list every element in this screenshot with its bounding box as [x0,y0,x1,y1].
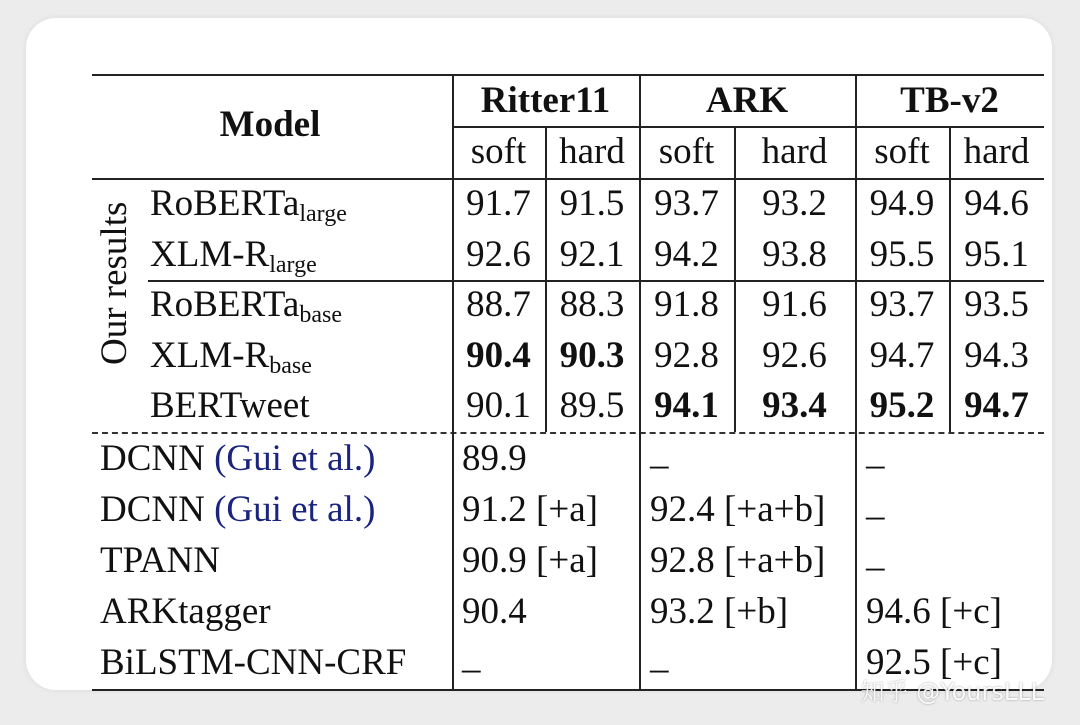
model-name-text: RoBERTa [150,183,300,224]
subheader-soft-0: soft [470,131,527,172]
score-cell: 92.6 [762,335,827,376]
baseline-name-text: DCNN [100,489,215,530]
missing-value: – [866,495,885,536]
baseline-name [100,593,271,630]
baseline-score: 89.9 [462,438,527,479]
baseline-name [100,542,220,579]
score-cell: 92.6 [466,234,531,275]
baseline-name [100,644,406,681]
table-card [26,18,1052,690]
score-cell: 94.7 [869,335,935,376]
model-name [150,337,312,378]
model-name-text: BERTweet [150,385,310,426]
score-cell: 94.7 [964,385,1029,426]
group-header-tb-v2: TB-v2 [900,80,999,121]
score-cell: 88.7 [466,284,531,325]
baseline-score: 90.4 [462,591,527,632]
score-cell: 94.3 [964,335,1029,376]
score-cell: 93.8 [762,234,827,275]
baseline-name-text: BiLSTM-CNN-CRF [100,642,407,683]
model-size-subscript: large [299,201,347,227]
model-size-subscript: base [299,302,343,328]
score-cell: 90.3 [559,335,625,376]
missing-value: – [650,648,669,689]
missing-value: – [866,444,885,485]
citation-link[interactable]: (Gui et al.) [214,489,376,530]
missing-value: – [650,444,669,485]
model-name [150,387,310,424]
score-cell: 94.6 [964,183,1029,224]
baseline-name-text: ARKtagger [100,591,271,632]
score-cell: 94.2 [654,234,719,275]
model-size-subscript: large [269,252,317,278]
rule-subheader [452,126,1044,128]
score-cell: 92.1 [559,234,625,275]
baseline-name-text: DCNN [100,438,215,479]
group-header-ritter11: Ritter11 [480,80,611,121]
baseline-score: 92.8 [+a+b] [650,540,826,581]
baseline-score: 94.6 [+c] [866,591,1002,632]
score-cell: 93.2 [762,183,827,224]
rule-dashed [92,432,1044,434]
model-name-text: XLM-R [150,335,270,376]
baseline-name-text: TPANN [100,540,220,581]
model-header: Model [219,104,321,145]
score-cell: 89.5 [559,385,625,426]
score-cell: 93.4 [762,385,827,426]
model-name [150,185,347,226]
baseline-name [100,440,375,477]
score-cell: 94.1 [654,385,719,426]
model-name-text: RoBERTa [150,284,300,325]
rule-header [92,178,1044,180]
score-cell: 91.7 [466,183,531,224]
rule-size-split [148,280,1044,282]
citation-link[interactable]: (Gui et al.) [214,438,376,479]
missing-value: – [462,648,481,689]
subheader-hard-1: hard [559,131,625,172]
score-cell: 93.7 [654,183,719,224]
watermark: 知乎 @YoursLLL [860,678,1044,706]
model-name [150,236,317,277]
score-cell: 95.2 [869,385,935,426]
our-results-label: Our results [94,201,135,365]
score-cell: 92.8 [654,335,719,376]
score-cell: 93.5 [964,284,1029,325]
subheader-soft-4: soft [874,131,930,172]
results-table [92,74,1044,691]
group-header-ark: ARK [705,80,789,121]
subheader-hard-3: hard [761,131,828,172]
baseline-score: 91.2 [+a] [462,489,598,530]
baseline-score: 93.2 [+b] [650,591,789,632]
baseline-score: 90.9 [+a] [462,540,598,581]
score-cell: 88.3 [559,284,625,325]
baseline-name [100,491,375,528]
baseline-score: 92.5 [+c] [866,642,1002,683]
subheader-hard-5: hard [963,131,1030,172]
score-cell: 93.7 [869,284,935,325]
model-size-subscript: base [269,353,312,379]
subheader-soft-2: soft [658,131,715,172]
baseline-score: 92.4 [+a+b] [650,489,826,530]
score-cell: 91.8 [654,284,719,325]
missing-value: – [866,546,885,587]
score-cell: 90.1 [466,385,531,426]
score-cell: 90.4 [466,335,531,376]
score-cell: 95.1 [964,234,1029,275]
model-name-text: XLM-R [150,234,270,275]
score-cell: 91.6 [762,284,827,325]
score-cell: 94.9 [869,183,935,224]
score-cell: 95.5 [869,234,935,275]
rule-top [92,74,1044,76]
model-name [150,286,342,327]
score-cell: 91.5 [559,183,625,224]
